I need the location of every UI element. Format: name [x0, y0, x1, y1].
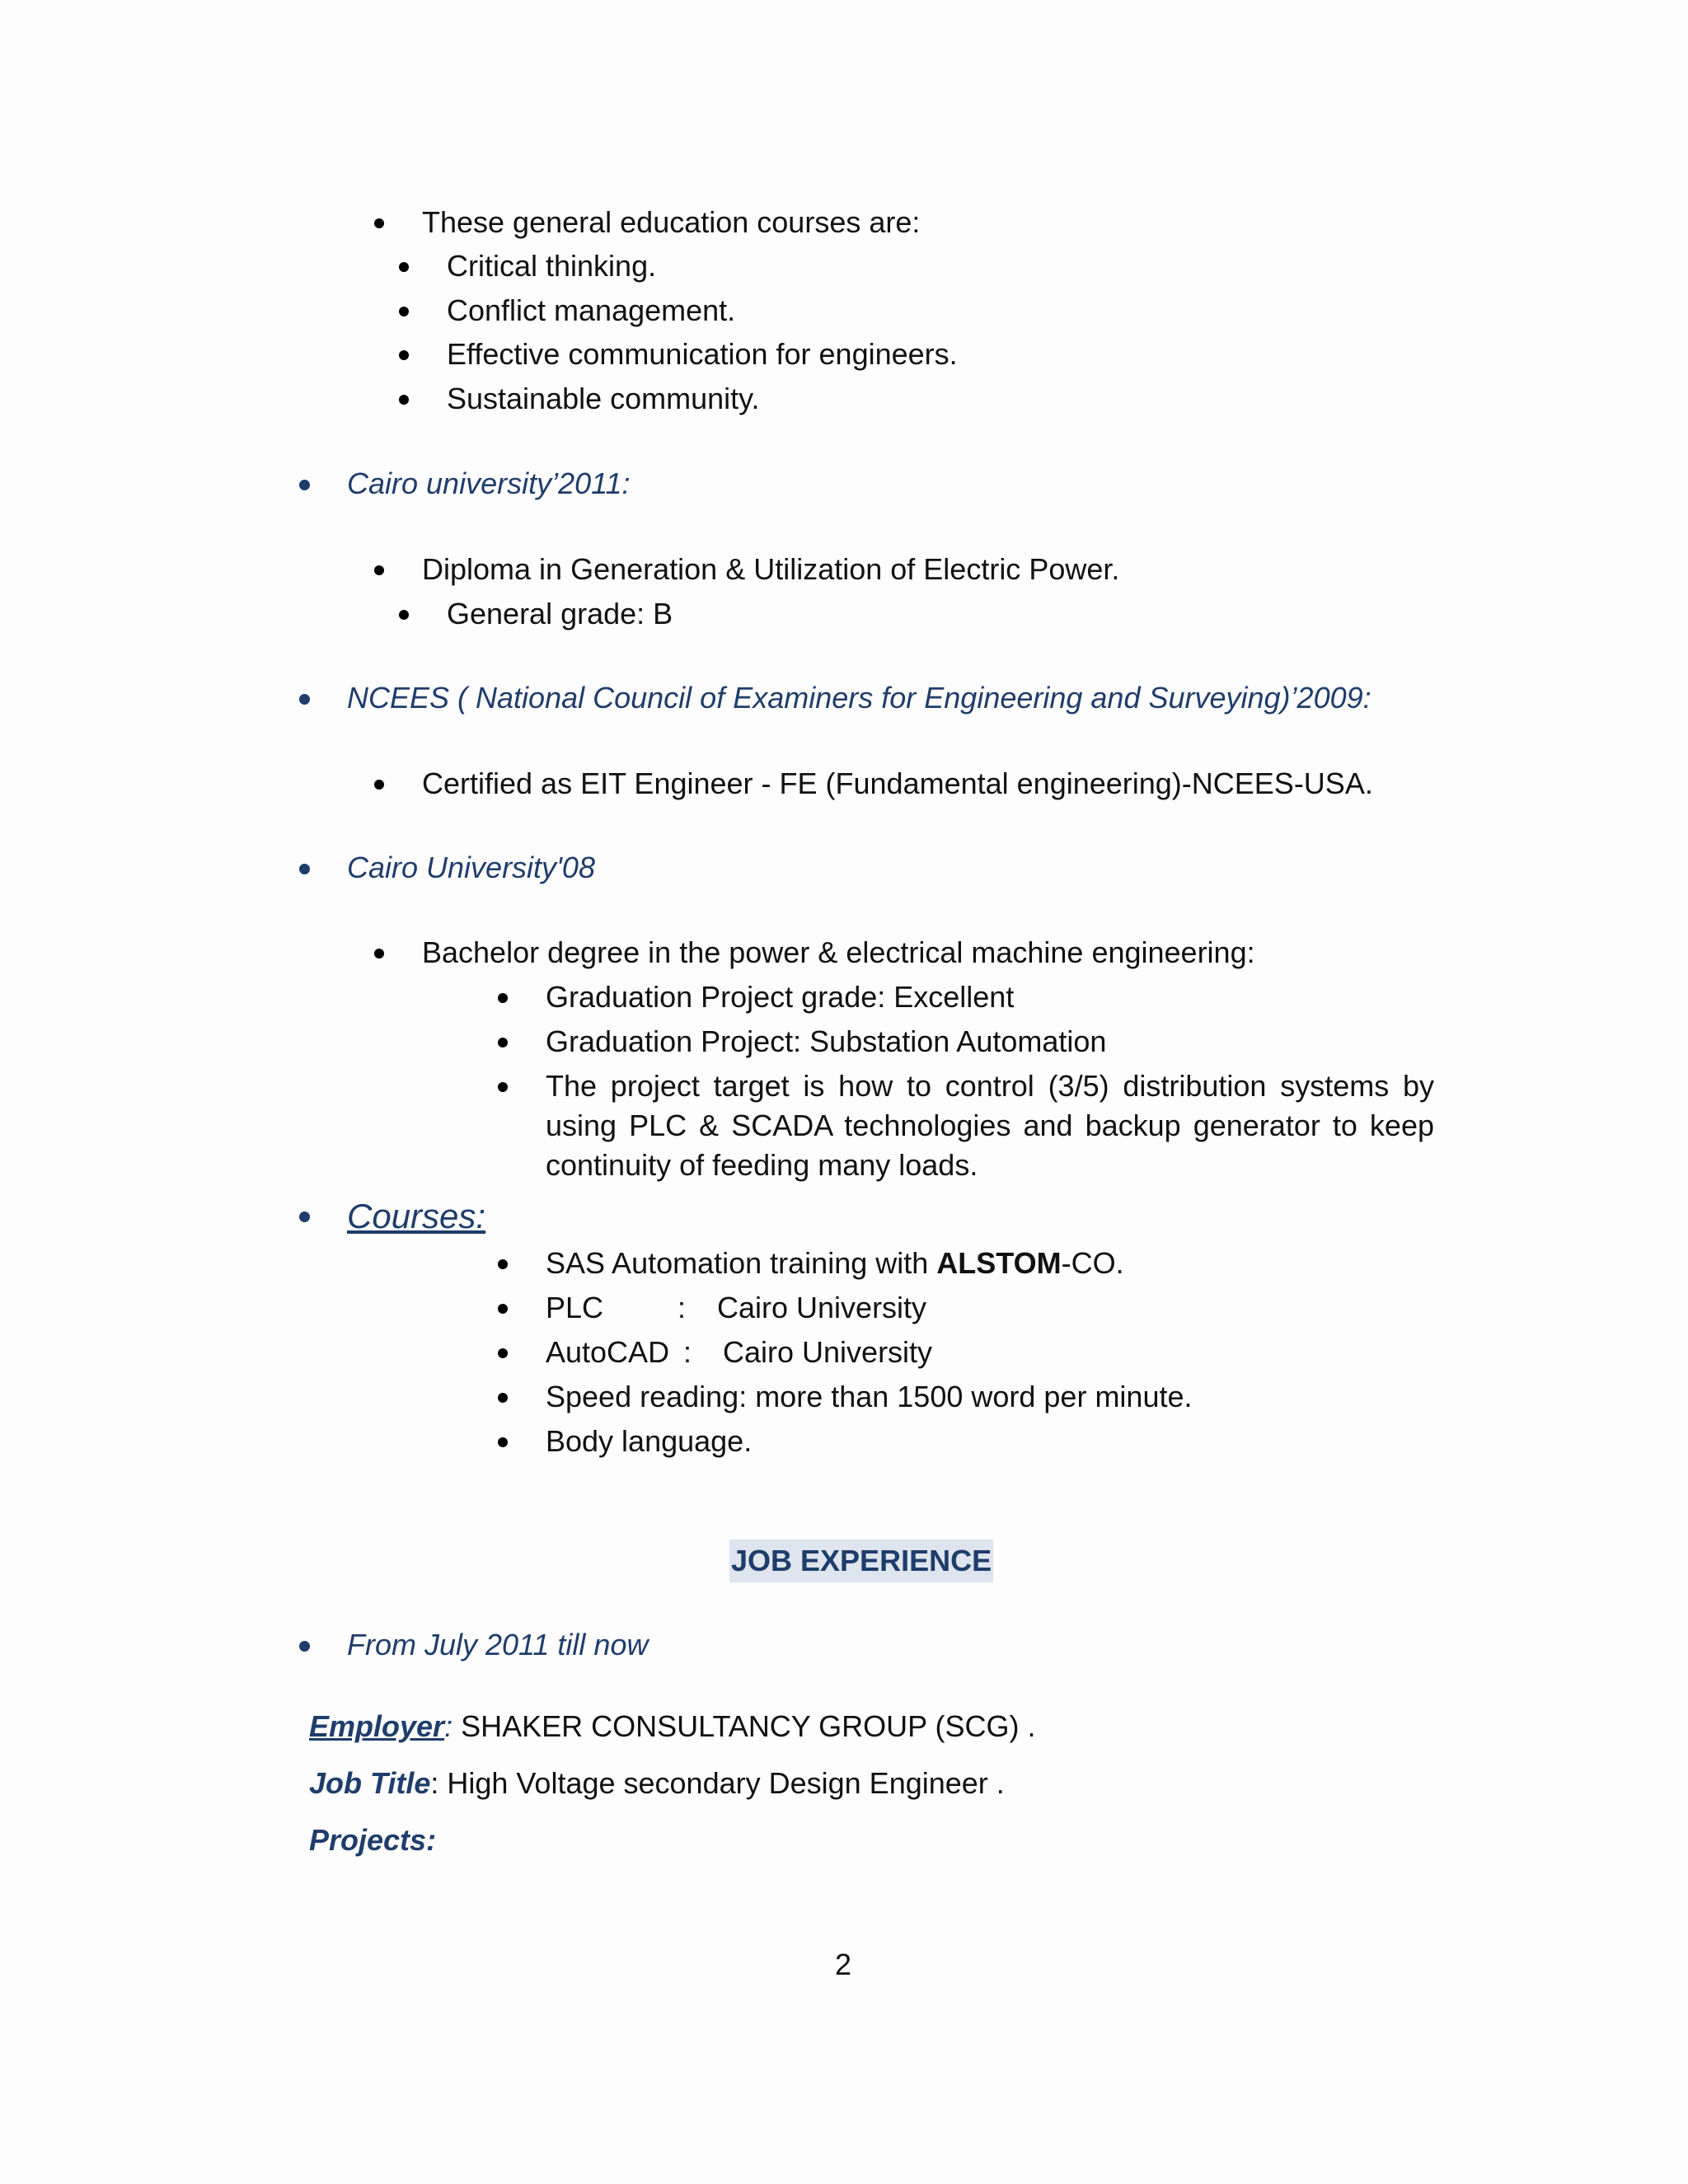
bullet	[498, 1437, 508, 1447]
cairo-08-title: Cairo University'08	[347, 851, 595, 884]
bullet	[399, 610, 409, 620]
employer-value: SHAKER CONSULTANCY GROUP (SCG) .	[452, 1709, 1036, 1743]
project-target-description: The project target is how to control (3/5) distribution systems by using PLC & SCADA technologies and backup generator to keep continuity of feeding many loads.	[546, 1069, 1434, 1182]
sas-suffix: -CO.	[1061, 1246, 1124, 1280]
bullet	[399, 350, 409, 360]
section-bullet	[299, 1212, 310, 1222]
bullet	[399, 307, 409, 316]
ncees-title: NCEES ( National Council of Examiners for Engineering and Surveying)’2009:	[347, 681, 1372, 715]
sas-text: SAS Automation training with	[546, 1246, 937, 1280]
job-period: From July 2011 till now	[347, 1628, 649, 1661]
section-bullet	[299, 1641, 310, 1652]
alstom-text: ALSTOM	[936, 1246, 1062, 1280]
general-grade: General grade: B	[447, 597, 673, 630]
bullet	[498, 1304, 508, 1314]
course-autocad-place: Cairo University	[723, 1335, 933, 1369]
course-autocad-separator: :	[683, 1335, 692, 1369]
course-body-language: Body language.	[546, 1424, 753, 1458]
bullet	[374, 565, 384, 575]
employer-line	[309, 1707, 1036, 1746]
course-plc-separator: :	[678, 1291, 687, 1324]
courses-title: Courses:	[347, 1197, 486, 1235]
job-experience-heading: JOB EXPERIENCE	[729, 1540, 993, 1582]
bullet	[498, 1348, 508, 1358]
bullet	[399, 262, 409, 272]
eit-certification: Certified as EIT Engineer - FE (Fundamental engineering)-NCEES-USA.	[422, 766, 1373, 800]
bullet	[498, 1259, 508, 1269]
employer-label: Employer	[309, 1709, 445, 1743]
page-number: 2	[835, 1947, 852, 1981]
course-autocad-name: AutoCAD	[546, 1335, 670, 1369]
bullet	[498, 1082, 508, 1092]
course-critical-thinking: Critical thinking.	[447, 249, 657, 283]
course-sas-automation	[546, 1244, 1124, 1283]
cairo-2011-title: Cairo university’2011:	[347, 466, 631, 500]
course-sustainable-community: Sustainable community.	[447, 382, 760, 415]
graduation-project-name: Graduation Project: Substation Automation	[546, 1024, 1107, 1058]
section-bullet	[299, 694, 310, 705]
bullet	[374, 218, 384, 228]
diploma-text: Diploma in Generation & Utilization of Electric Power.	[422, 552, 1120, 586]
bullet	[399, 395, 409, 405]
course-effective-communication: Effective communication for engineers.	[447, 337, 958, 371]
bullet	[374, 780, 384, 790]
course-conflict-management: Conflict management.	[447, 293, 736, 327]
job-title-value: : High Voltage secondary Design Engineer .	[430, 1766, 1005, 1800]
section-bullet	[299, 480, 310, 490]
bachelor-degree: Bachelor degree in the power & electrical machine engineering:	[422, 935, 1255, 969]
job-title-line	[309, 1764, 1005, 1803]
bullet	[498, 1393, 508, 1403]
course-plc-name: PLC	[546, 1291, 604, 1324]
bullet	[498, 1038, 508, 1047]
job-title-label: Job Title	[309, 1766, 431, 1800]
section-bullet	[299, 864, 310, 874]
employer-colon: :	[444, 1709, 453, 1743]
course-plc-place: Cairo University	[717, 1291, 927, 1324]
graduation-project-grade: Graduation Project grade: Excellent	[546, 980, 1015, 1014]
bullet	[498, 993, 508, 1003]
general-education-intro: These general education courses are:	[422, 205, 921, 239]
bullet	[374, 949, 384, 958]
projects-label: Projects:	[309, 1823, 437, 1857]
course-speed-reading: Speed reading: more than 1500 word per minute.	[546, 1380, 1193, 1413]
